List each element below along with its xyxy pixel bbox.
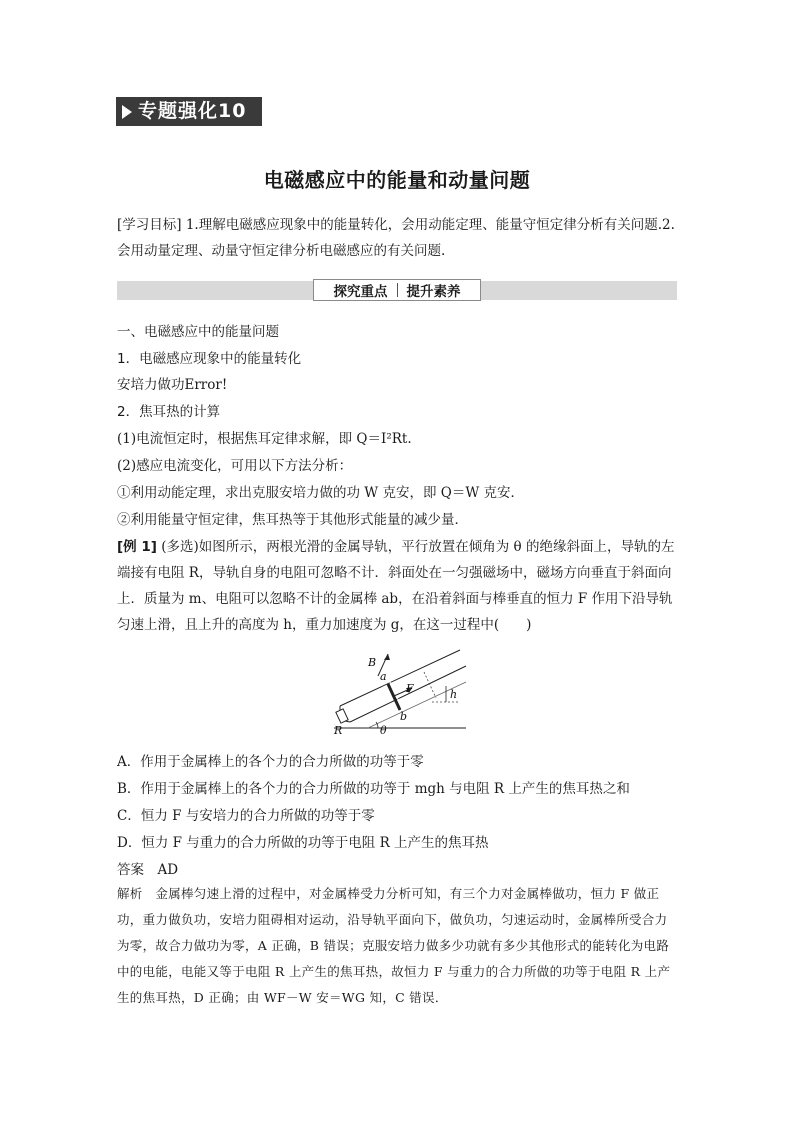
answer: 答案 AD [117, 862, 179, 878]
option-c: C．恒力 F 与安培力的合力所做的功等于零 [117, 808, 375, 824]
label-a: a [380, 670, 387, 683]
incline-rail-figure [332, 648, 468, 738]
objectives-text: 1.理解电磁感应现象中的能量转化，会用动能定理、能量守恒定律分析有关问题.2.会用动量定理、动量守恒定律分析电磁感应的有关问题. [117, 217, 675, 259]
label-b-field: B [368, 656, 377, 669]
topic-tag [116, 97, 266, 130]
topic-tag-label: 专题强化10 [138, 100, 247, 122]
objectives-label: [学习目标] [117, 217, 182, 233]
subheading-conversion: 1．电磁感应现象中的能量转化 [117, 351, 302, 367]
heading-energy: 一、电磁感应中的能量问题 [117, 324, 279, 340]
example-1 [117, 534, 677, 638]
learning-objectives [117, 212, 677, 264]
label-theta: θ [380, 724, 387, 737]
example-tag: [例 1] [117, 539, 157, 555]
label-h: h [450, 688, 458, 701]
option-b: B．作用于金属棒上的各个力的合力所做的功等于 mgh 与电阻 R 上产生的焦耳热之和 [117, 781, 630, 797]
ampere-work-line: 安培力做功Error! [117, 377, 228, 393]
method-kinetic-energy: ①利用动能定理，求出克服安培力做的功 W 克安，即 Q＝W 克安． [117, 485, 524, 501]
page-title: 电磁感应中的能量和动量问题 [263, 168, 531, 192]
method-energy-conservation: ②利用能量守恒定律，焦耳热等于其他形式能量的减少量． [117, 512, 468, 528]
angle-arc [376, 722, 378, 728]
section-band-box [313, 279, 481, 301]
example-text: (多选)如图所示，两根光滑的金属导轨，平行放置在倾角为 θ 的绝缘斜面上，导轨的左端接有电阻 R，导轨自身的电阻可忽略不计．斜面处在一匀强磁场中，磁场方向垂直于斜面向上．质量为 m、电阻可以忽略不计的金属棒 ab，在沿着斜面与棒垂直的恒力 F 作用下沿导轨匀速上滑，且上升的高度为 h，重力加速度为 g，在这一过程中( ) [117, 539, 675, 633]
section-band-right: 提升素养 [406, 284, 461, 300]
metal-rod [388, 684, 400, 710]
section-band [117, 281, 677, 300]
label-r: R [334, 724, 343, 737]
label-b-end: b [400, 710, 408, 723]
section-band-left: 探究重点 [333, 284, 388, 300]
analysis: 解析 金属棒匀速上滑的过程中，对金属棒受力分析可知，有三个力对金属棒做功，恒力 F 做正功，重力做负功，安培力阻碍相对运动，沿导轨平面向下，做负功，匀速运动时，金属棒所受合力为零，故合力做功为零，A 正确，B 错误；克服安培力做多少功就有多少其他形式的能转化为电路中的电能，电能又等于电阻 R 上产生的焦耳热，故恒力 F 与重力的合力所做的功等于电阻 R 上产生的焦耳热，D 正确；由 WF－W 安＝WG 知，C 错误． [117, 886, 671, 1005]
section-band-divider [397, 283, 398, 297]
field-b-arrowhead [384, 654, 390, 660]
case-constant-current: (1)电流恒定时，根据焦耳定律求解，即 Q＝I²Rt. [117, 431, 412, 447]
subheading-joule-heat: 2．焦耳热的计算 [117, 404, 221, 420]
option-a: A．作用于金属棒上的各个力的合力所做的功等于零 [117, 754, 424, 770]
label-f: F [406, 682, 414, 695]
case-varying-current: (2)感应电流变化，可用以下方法分析： [117, 458, 353, 474]
option-d: D．恒力 F 与重力的合力所做的功等于电阻 R 上产生的焦耳热 [117, 835, 489, 851]
resistor-symbol [336, 709, 348, 723]
play-arrow-icon [122, 105, 132, 119]
